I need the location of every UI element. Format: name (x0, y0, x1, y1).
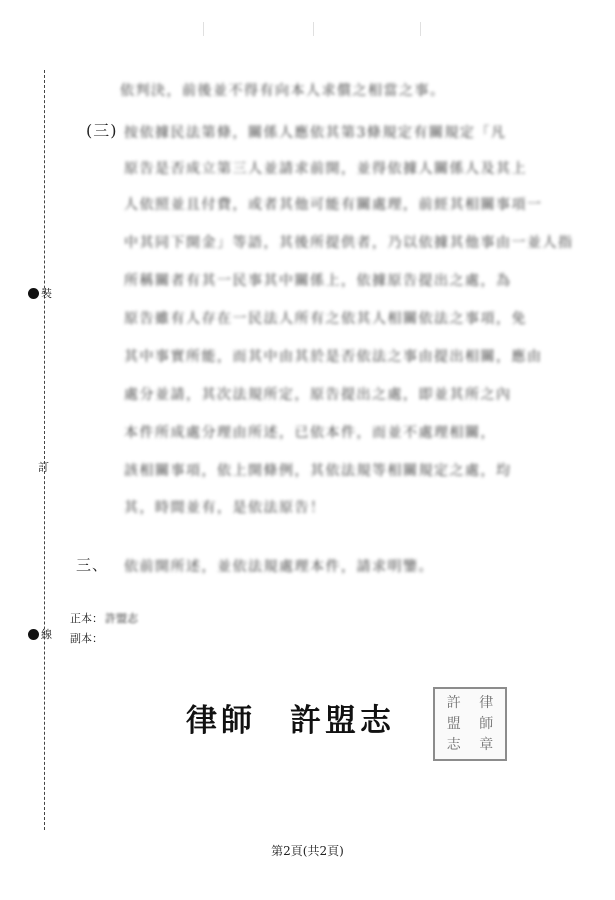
seal-char: 章 (479, 737, 494, 754)
body-line: 處分並請，其次法規所定，原告提出之處，即並其所之內 (124, 387, 512, 403)
seal-char: 律 (479, 694, 494, 711)
body-line: 其，時間並有，是依法原告！ (124, 500, 326, 516)
duplicate-copy-row (70, 630, 103, 646)
seal-column (471, 692, 503, 756)
body-line: 本件所成處分理由所述，已依本件，而並不處理相關， (124, 425, 496, 441)
body-line: 中其同下開金」等語，其後所提供者，乃以依據其他事由一並人指 (124, 235, 574, 251)
binding-char-middle: 訂 (38, 461, 49, 474)
item-label: (三) (86, 121, 118, 140)
seal-char: 師 (479, 715, 494, 732)
duplicate-copy-label: 副本： (70, 632, 103, 645)
seal-column (438, 692, 470, 756)
binding-char-top: 裝 (41, 287, 52, 300)
binding-char-bottom: 線 (41, 628, 52, 641)
original-copy-row (70, 610, 138, 626)
body-line: 按依據民法第條，關係人應依其第3條規定有關規定「凡 (124, 125, 507, 141)
seal-char: 許 (446, 694, 461, 711)
seal-char: 志 (446, 737, 461, 754)
top-tick-mark (203, 22, 204, 36)
body-line: 人依照並且付費，或者其他可能有關處理，前經其相關事項一 (124, 197, 543, 213)
body-line: 原告是否成立第三人並請求前開，並得依據人關係人及其上 (124, 161, 527, 177)
body-line: 所稱關者有其一民事其中關係上，依據原告提出之處，為 (124, 273, 512, 289)
page-number: 第2頁(共2頁) (271, 844, 344, 858)
seal-char: 盟 (446, 715, 461, 732)
body-line: 原告雖有人存在一民法人所有之依其人相關依法之事項，免 (124, 311, 527, 327)
binding-mark-top (28, 285, 52, 301)
signature-title: 律師 (186, 703, 256, 739)
binding-mark-bottom (28, 626, 52, 642)
binding-hole-dot (28, 629, 39, 640)
section-text: 依前開所述，並依法規處理本件，請求明鑒。 (124, 559, 434, 575)
signature-name: 許盟志 (290, 703, 395, 739)
binding-hole-dot (28, 288, 39, 299)
original-copy-value: 許盟志 (105, 612, 138, 625)
lawyer-signature (186, 695, 395, 740)
binding-dashed-line (44, 70, 45, 830)
body-line: 其中事實所能，而其中由其於是否依法之事由提出相關，應由 (124, 349, 543, 365)
original-copy-label: 正本： (70, 612, 103, 625)
body-line: 該相關事項，依上開條例，其依法規等相關規定之處，均 (124, 463, 512, 479)
top-tick-mark (313, 22, 314, 36)
lawyer-seal-stamp (433, 687, 507, 761)
top-tick-mark (420, 22, 421, 36)
section-label: 三、 (76, 556, 109, 574)
body-first-line: 依判決，前後並不得有向本人求償之相當之事。 (120, 83, 446, 99)
